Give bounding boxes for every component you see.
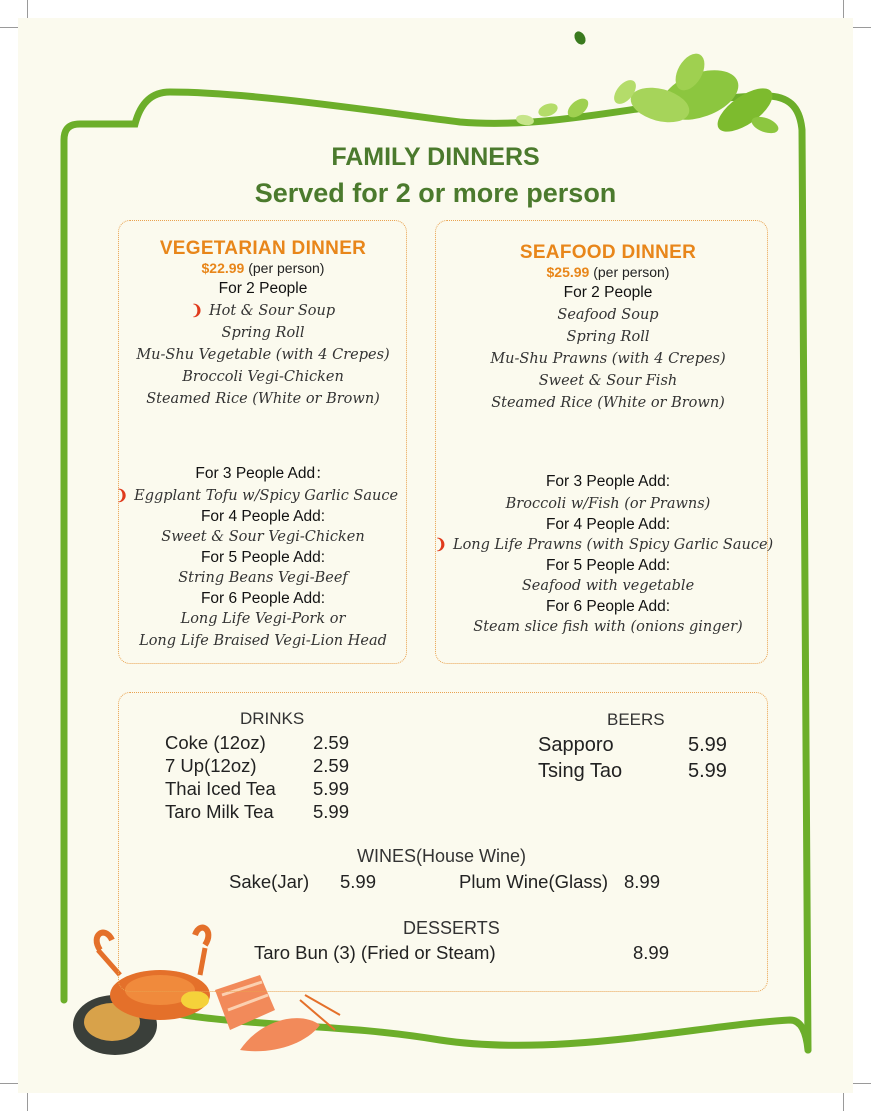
desserts-title: DESSERTS (403, 918, 500, 938)
vegetarian-price-line (118, 260, 408, 276)
seafood-add4-label: For 4 People Add: (545, 516, 671, 533)
vegetarian-add6-item: Long Life Braised Vegi-Lion Head (139, 633, 387, 649)
seafood-item: Steamed Rice (White or Brown) (491, 395, 725, 411)
seafood-add5-label: For 5 People Add: (545, 557, 671, 574)
dessert-item: Taro Bun (3) (Fried or Steam) (254, 942, 496, 963)
seafood-add4-item: ❩ Long Life Prawns (with Spicy Garlic Sauce) (434, 536, 774, 553)
vegetarian-price: $22.99 (201, 260, 245, 276)
seafood-price-note: (per person) (593, 264, 670, 280)
vegetarian-add5-label: For 5 People Add: (200, 549, 326, 566)
vegetarian-base-label: For 2 People (218, 280, 308, 297)
seafood-add3-label: For 3 People Add: (545, 473, 671, 490)
seafood-dinner-section (434, 242, 778, 638)
seafood-add6-item: Steam slice fish with (onions ginger) (473, 619, 743, 635)
beer-name: Sapporo (538, 734, 614, 756)
wine-sake: Sake(Jar) (229, 871, 310, 892)
vegetarian-item: Spring Roll (221, 325, 305, 341)
seafood-add5-item: Seafood with vegetable (521, 578, 695, 594)
frame-bottom-border (110, 1000, 808, 1050)
dessert-price: 8.99 (633, 942, 670, 963)
seafood-item: Seafood Soup (557, 307, 659, 323)
chili-pepper-icon: ❩ (115, 487, 129, 504)
wine-sake-price: 5.99 (340, 871, 377, 892)
drink-price: 5.99 (313, 778, 350, 799)
seafood-base-label: For 2 People (563, 284, 653, 301)
drink-price: 2.59 (313, 732, 350, 753)
vegetarian-add6-item: Long Life Vegi-Pork or (180, 611, 346, 627)
vegetarian-price-note: (per person) (248, 260, 325, 276)
vegetarian-add4-label: For 4 People Add: (200, 508, 326, 525)
beer-name: Tsing Tao (538, 760, 623, 782)
vegetarian-item: ❩ Hot & Sour Soup (190, 302, 336, 319)
page-title: FAMILY DINNERS (331, 143, 540, 171)
vegetarian-add5-item: String Beans Vegi-Beef (178, 570, 348, 586)
vegetarian-item: Steamed Rice (White or Brown) (146, 391, 380, 407)
drink-price: 5.99 (313, 801, 350, 822)
vegetarian-add3-item: ❩ Eggplant Tofu w/Spicy Garlic Sauce (115, 487, 399, 504)
chili-pepper-icon: ❩ (434, 536, 447, 553)
vegetarian-add3-label: For 3 People Add： (195, 465, 331, 482)
beer-price: 5.99 (688, 760, 727, 782)
page-subtitle: Served for 2 or more person (254, 178, 617, 208)
drink-name: Taro Milk Tea (165, 801, 274, 822)
vegetarian-item: Broccoli Vegi-Chicken (182, 369, 344, 385)
seafood-add3-item: Broccoli w/Fish (or Prawns) (505, 496, 711, 512)
drink-name: Coke (12oz) (165, 732, 266, 753)
seafood-price: $25.99 (546, 264, 590, 280)
seafood-title: SEAFOOD DINNER (519, 242, 697, 263)
chili-pepper-icon: ❩ (190, 302, 203, 319)
wine-plum-price: 8.99 (624, 871, 661, 892)
vegetarian-title: VEGETARIAN DINNER (159, 238, 367, 259)
seafood-item: Mu-Shu Prawns (with 4 Crepes) (490, 351, 726, 367)
wines-title: WINES(House Wine) (357, 846, 527, 866)
vegetarian-dinner-section (115, 238, 408, 652)
vegetarian-add4-item: Sweet & Sour Vegi-Chicken (161, 529, 365, 545)
beer-price: 5.99 (688, 734, 727, 756)
vegetarian-add6-label: For 6 People Add: (200, 590, 326, 607)
drinks-title: DRINKS (240, 709, 305, 728)
vegetarian-item: Mu-Shu Vegetable (with 4 Crepes) (136, 347, 390, 363)
seafood-item: Sweet & Sour Fish (538, 373, 678, 389)
seafood-price-line (438, 264, 778, 280)
drink-name: Thai Iced Tea (165, 778, 276, 799)
beers-title: BEERS (607, 710, 665, 729)
seafood-item: Spring Roll (566, 329, 650, 345)
seafood-add6-label: For 6 People Add: (545, 598, 671, 615)
wine-plum: Plum Wine(Glass) (459, 871, 609, 892)
drink-name: 7 Up(12oz) (165, 755, 257, 776)
drink-price: 2.59 (313, 755, 350, 776)
